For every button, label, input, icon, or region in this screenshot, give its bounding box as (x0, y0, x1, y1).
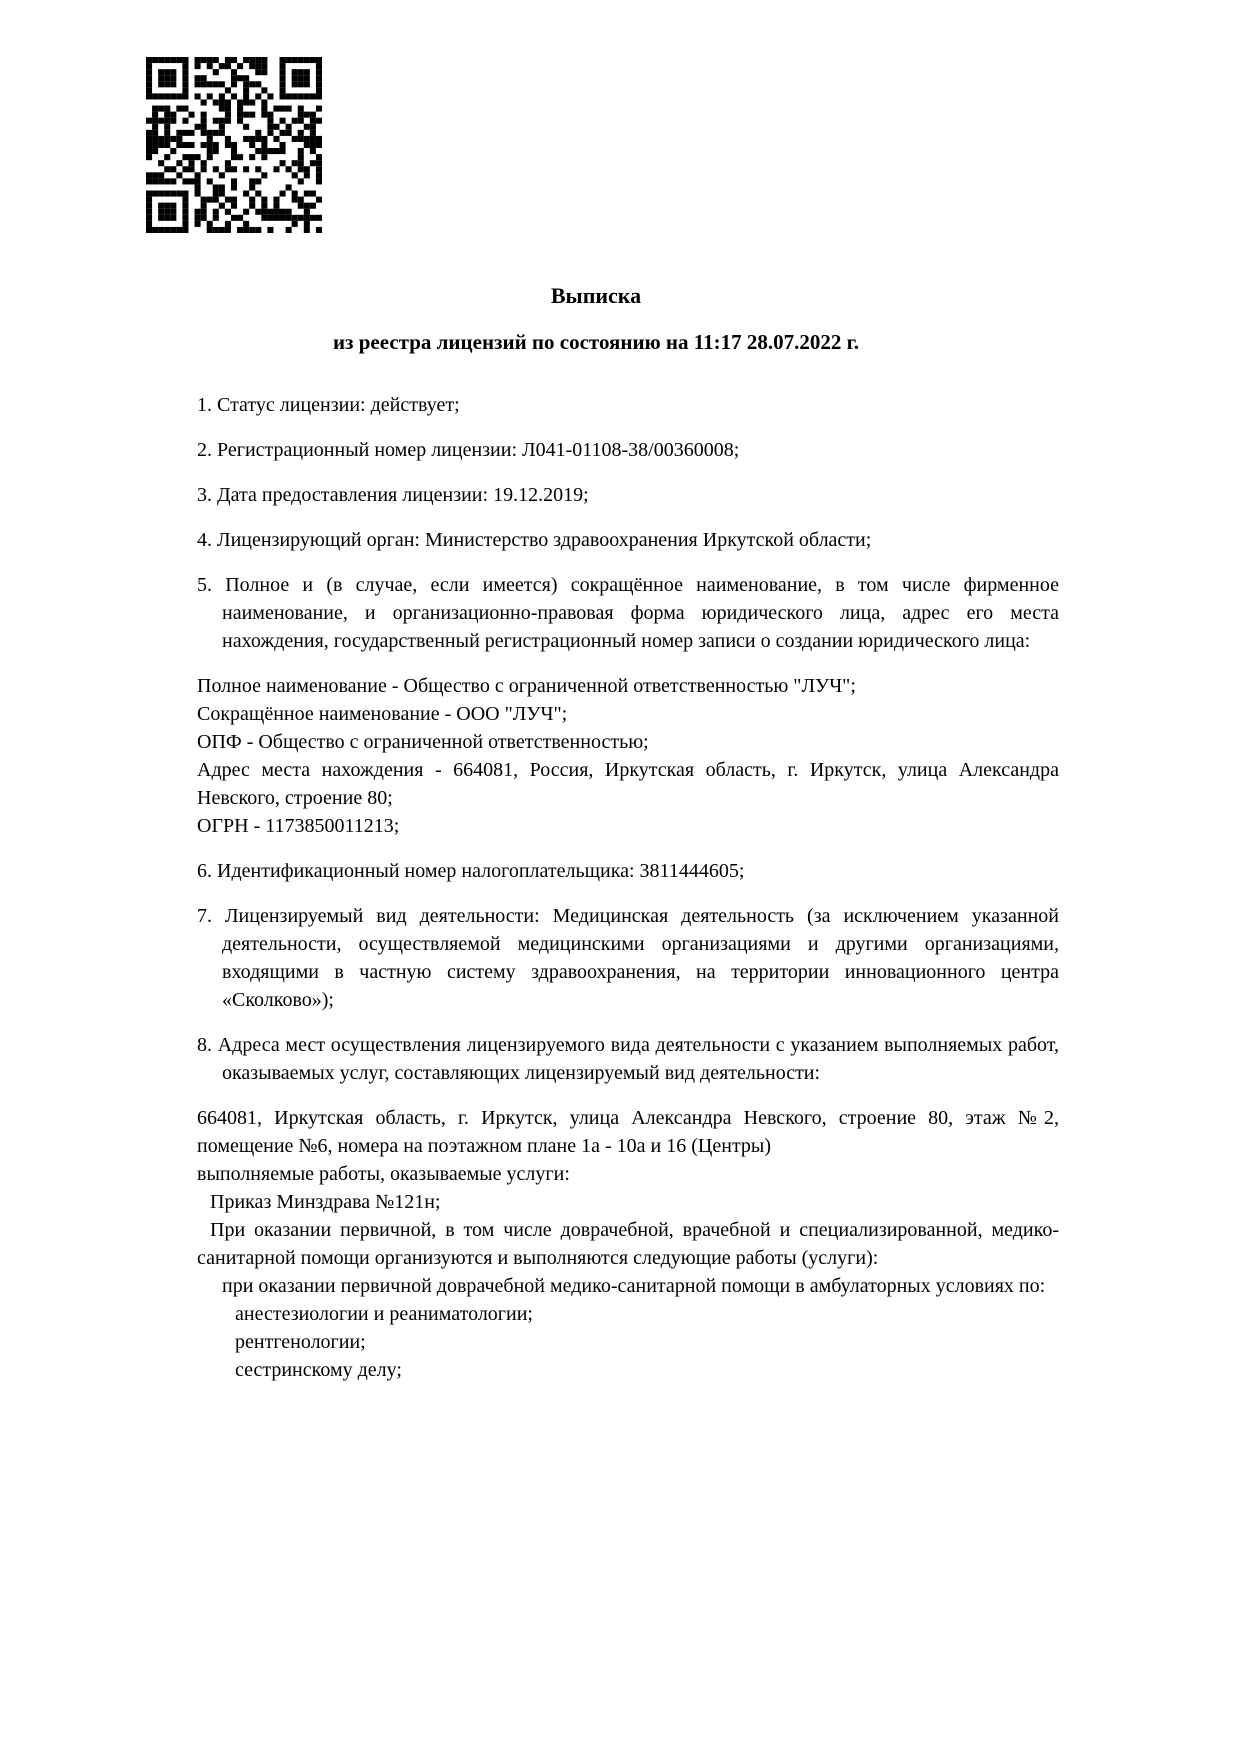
ministry-order-line: Приказ Минздрава №121н; (210, 1191, 441, 1213)
registration-number-item: 2. Регистрационный номер лицензии: Л041-01108-38/00360008; (197, 439, 740, 461)
service-item: сестринскому делу; (235, 1359, 402, 1381)
document-title: Выписка (550, 283, 642, 308)
full-name-line: Полное наименование - Общество с ограниченной ответственностью "ЛУЧ"; (197, 675, 856, 697)
document-body (197, 391, 1059, 1384)
pre-medical-care-paragraph: при оказании первичной доврачебной медико-санитарной помощи в амбулаторных условиях по: (222, 1275, 1046, 1297)
license-status-item: 1. Статус лицензии: действует; (197, 394, 460, 416)
service-item: анестезиологии и реаниматологии; (235, 1303, 533, 1325)
organization-block (197, 672, 1059, 840)
addresses-item: 8. Адреса мест осуществления лицензируемого вида деятельности с указанием выполняемых работ, оказываемых услуг, составляющих лицензируемый вид деятельности: (197, 1034, 1059, 1084)
opf-line: ОПФ - Общество с ограниченной ответственностью; (197, 731, 649, 753)
document-subtitle: из реестра лицензий по состоянию на 11:17 28.07.2022 г. (332, 330, 860, 354)
qr-code-icon (146, 57, 322, 233)
ogrn-line: ОГРН - 1173850011213; (197, 815, 400, 837)
activity-address-paragraph: 664081, Иркутская область, г. Иркутск, улица Александра Невского, строение 80, этаж №2, помещение №6, номера на поэтажном плане 1а - 10а и 16 (Центры) (197, 1107, 1059, 1157)
short-name-line: Сокращённое наименование - ООО "ЛУЧ"; (197, 703, 568, 725)
activity-type-item: 7. Лицензируемый вид деятельности: Медицинская деятельность (за исключением указанной деятельности, осуществляемой медицинскими организациями и другими организациями, входящими в частную систему здравоохранения, на территории инновационного центра «Сколково»); (197, 905, 1059, 1011)
service-item: рентгенологии; (235, 1331, 366, 1353)
inn-item: 6. Идентификационный номер налогоплательщика: 3811444605; (197, 860, 745, 882)
organization-details-item: 5. Полное и (в случае, если имеется) сокращённое наименование, в том числе фирменное наименование, и организационно-правовая форма юридического лица, адрес его места нахождения, государственный регистрационный номер записи о создании юридического лица: (197, 574, 1059, 652)
activity-addresses-block (197, 1104, 1059, 1384)
primary-care-paragraph: При оказании первичной, в том числе доврачебной, врачебной и специализированной, медико-санитарной помощи организуются и выполняются следующие работы (услуги): (197, 1219, 1059, 1269)
licensing-authority-item: 4. Лицензирующий орган: Министерство здравоохранения Иркутской области; (197, 529, 872, 551)
address-line: Адрес места нахождения - 664081, Россия, Иркутская область, г. Иркутск, улица Александра Невского, строение 80; (197, 759, 1059, 809)
works-services-heading: выполняемые работы, оказываемые услуги: (197, 1163, 570, 1185)
license-date-item: 3. Дата предоставления лицензии: 19.12.2019; (197, 484, 589, 506)
